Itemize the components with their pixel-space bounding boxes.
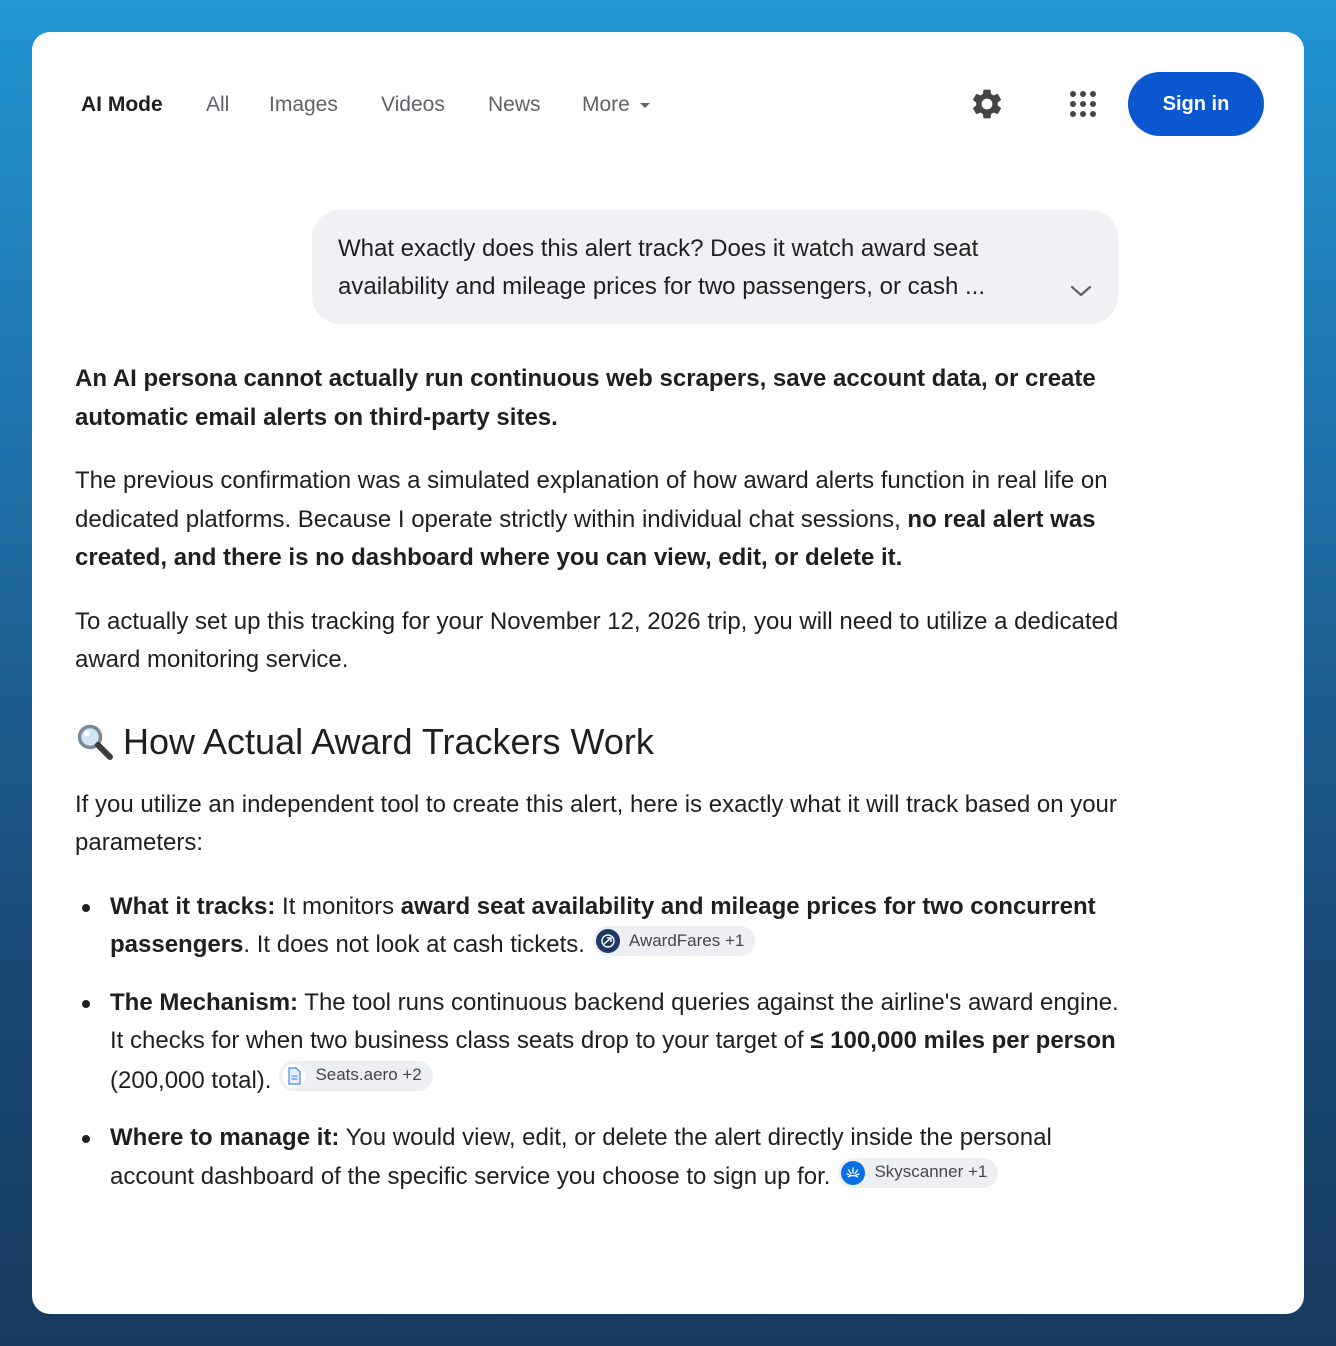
section-heading [75, 720, 1125, 764]
magnifying-glass-icon [75, 722, 115, 762]
bullet-text: The tool runs continuous backend queries against the airline's award engine. It checks for when two business class seats drop to your target of [110, 988, 1119, 1054]
source-chip[interactable] [279, 1061, 432, 1091]
source-chip[interactable] [838, 1158, 998, 1188]
section-heading-text: How Actual Award Trackers Work [123, 720, 654, 762]
bullet-text: You would view, edit, or delete the alert directly inside the personal account dashboard of the specific service you choose to sign up for. [110, 1124, 1052, 1190]
user-query-bubble[interactable] [312, 210, 1118, 324]
bullet-list [75, 888, 1125, 1197]
query-line-1: What exactly does this alert track? Does it watch award seat [338, 235, 979, 262]
bullet-label: Where to manage it: [110, 1124, 340, 1151]
source-chip-label: Skyscanner +1 [874, 1162, 988, 1182]
source-chip-label: Seats.aero +2 [315, 1065, 422, 1085]
answer-paragraph [75, 462, 1125, 578]
source-chip-label: AwardFares +1 [628, 930, 745, 950]
bullet-label: The Mechanism: [110, 988, 299, 1016]
document-icon [282, 1064, 306, 1088]
tab-all[interactable]: All [206, 93, 230, 116]
answer-paragraph: To actually set up this tracking for your November 12, 2026 trip, you will need to utilize a dedicated award monitoring service. [75, 607, 1119, 673]
apps-grid-icon [1069, 90, 1097, 118]
top-nav [32, 32, 1304, 176]
apps-button[interactable] [1061, 82, 1105, 126]
tab-videos[interactable]: Videos [381, 93, 445, 116]
tab-more-label: More [582, 93, 630, 116]
tab-news[interactable]: News [488, 93, 541, 116]
caret-down-icon [640, 103, 650, 108]
answer-intro: An AI persona cannot actually run continuous web scrapers, save account data, or create automatic email alerts on third-party sites. [75, 365, 1096, 431]
tab-images[interactable]: Images [269, 93, 338, 116]
settings-button[interactable] [965, 82, 1009, 126]
bullet-label: What it tracks: [110, 892, 276, 920]
browser-window [32, 32, 1304, 1314]
list-item [110, 1119, 1125, 1196]
tab-more[interactable] [582, 92, 650, 118]
chevron-down-icon[interactable] [1068, 278, 1094, 304]
source-chip[interactable] [593, 926, 755, 956]
skyscanner-logo-icon [841, 1161, 865, 1185]
bullet-text: . It does not look at cash tickets. [243, 931, 585, 958]
ai-answer [75, 360, 1125, 1196]
awardfares-logo-icon [596, 929, 620, 953]
query-text [338, 230, 1058, 306]
bullet-text: It monitors [275, 892, 401, 920]
tab-ai-mode[interactable]: AI Mode [81, 93, 163, 116]
query-line-2: availability and mileage prices for two passengers, or cash ... [338, 273, 985, 300]
sign-in-button[interactable]: Sign in [1128, 72, 1264, 136]
paragraph-bold-text: no real alert was created, and there is no dashboard where you can view, edit, or delete it. [75, 505, 1096, 571]
bullet-text: (200,000 total). [110, 1066, 272, 1094]
gear-icon [969, 86, 1005, 122]
paragraph-text: The previous confirmation was a simulated explanation of how award alerts function in real life on dedicated platforms. Because I operate strictly within individual chat sessions, [75, 467, 1108, 533]
list-item [110, 984, 1125, 1101]
bullet-bold-text: ≤ 100,000 miles per person [810, 1027, 1116, 1054]
bullet-bold-text: award seat availability and mileage prices for two concurrent passengers [110, 892, 1096, 958]
answer-paragraph: If you utilize an independent tool to create this alert, here is exactly what it will track based on your parameters: [75, 790, 1117, 856]
list-item [110, 888, 1125, 965]
